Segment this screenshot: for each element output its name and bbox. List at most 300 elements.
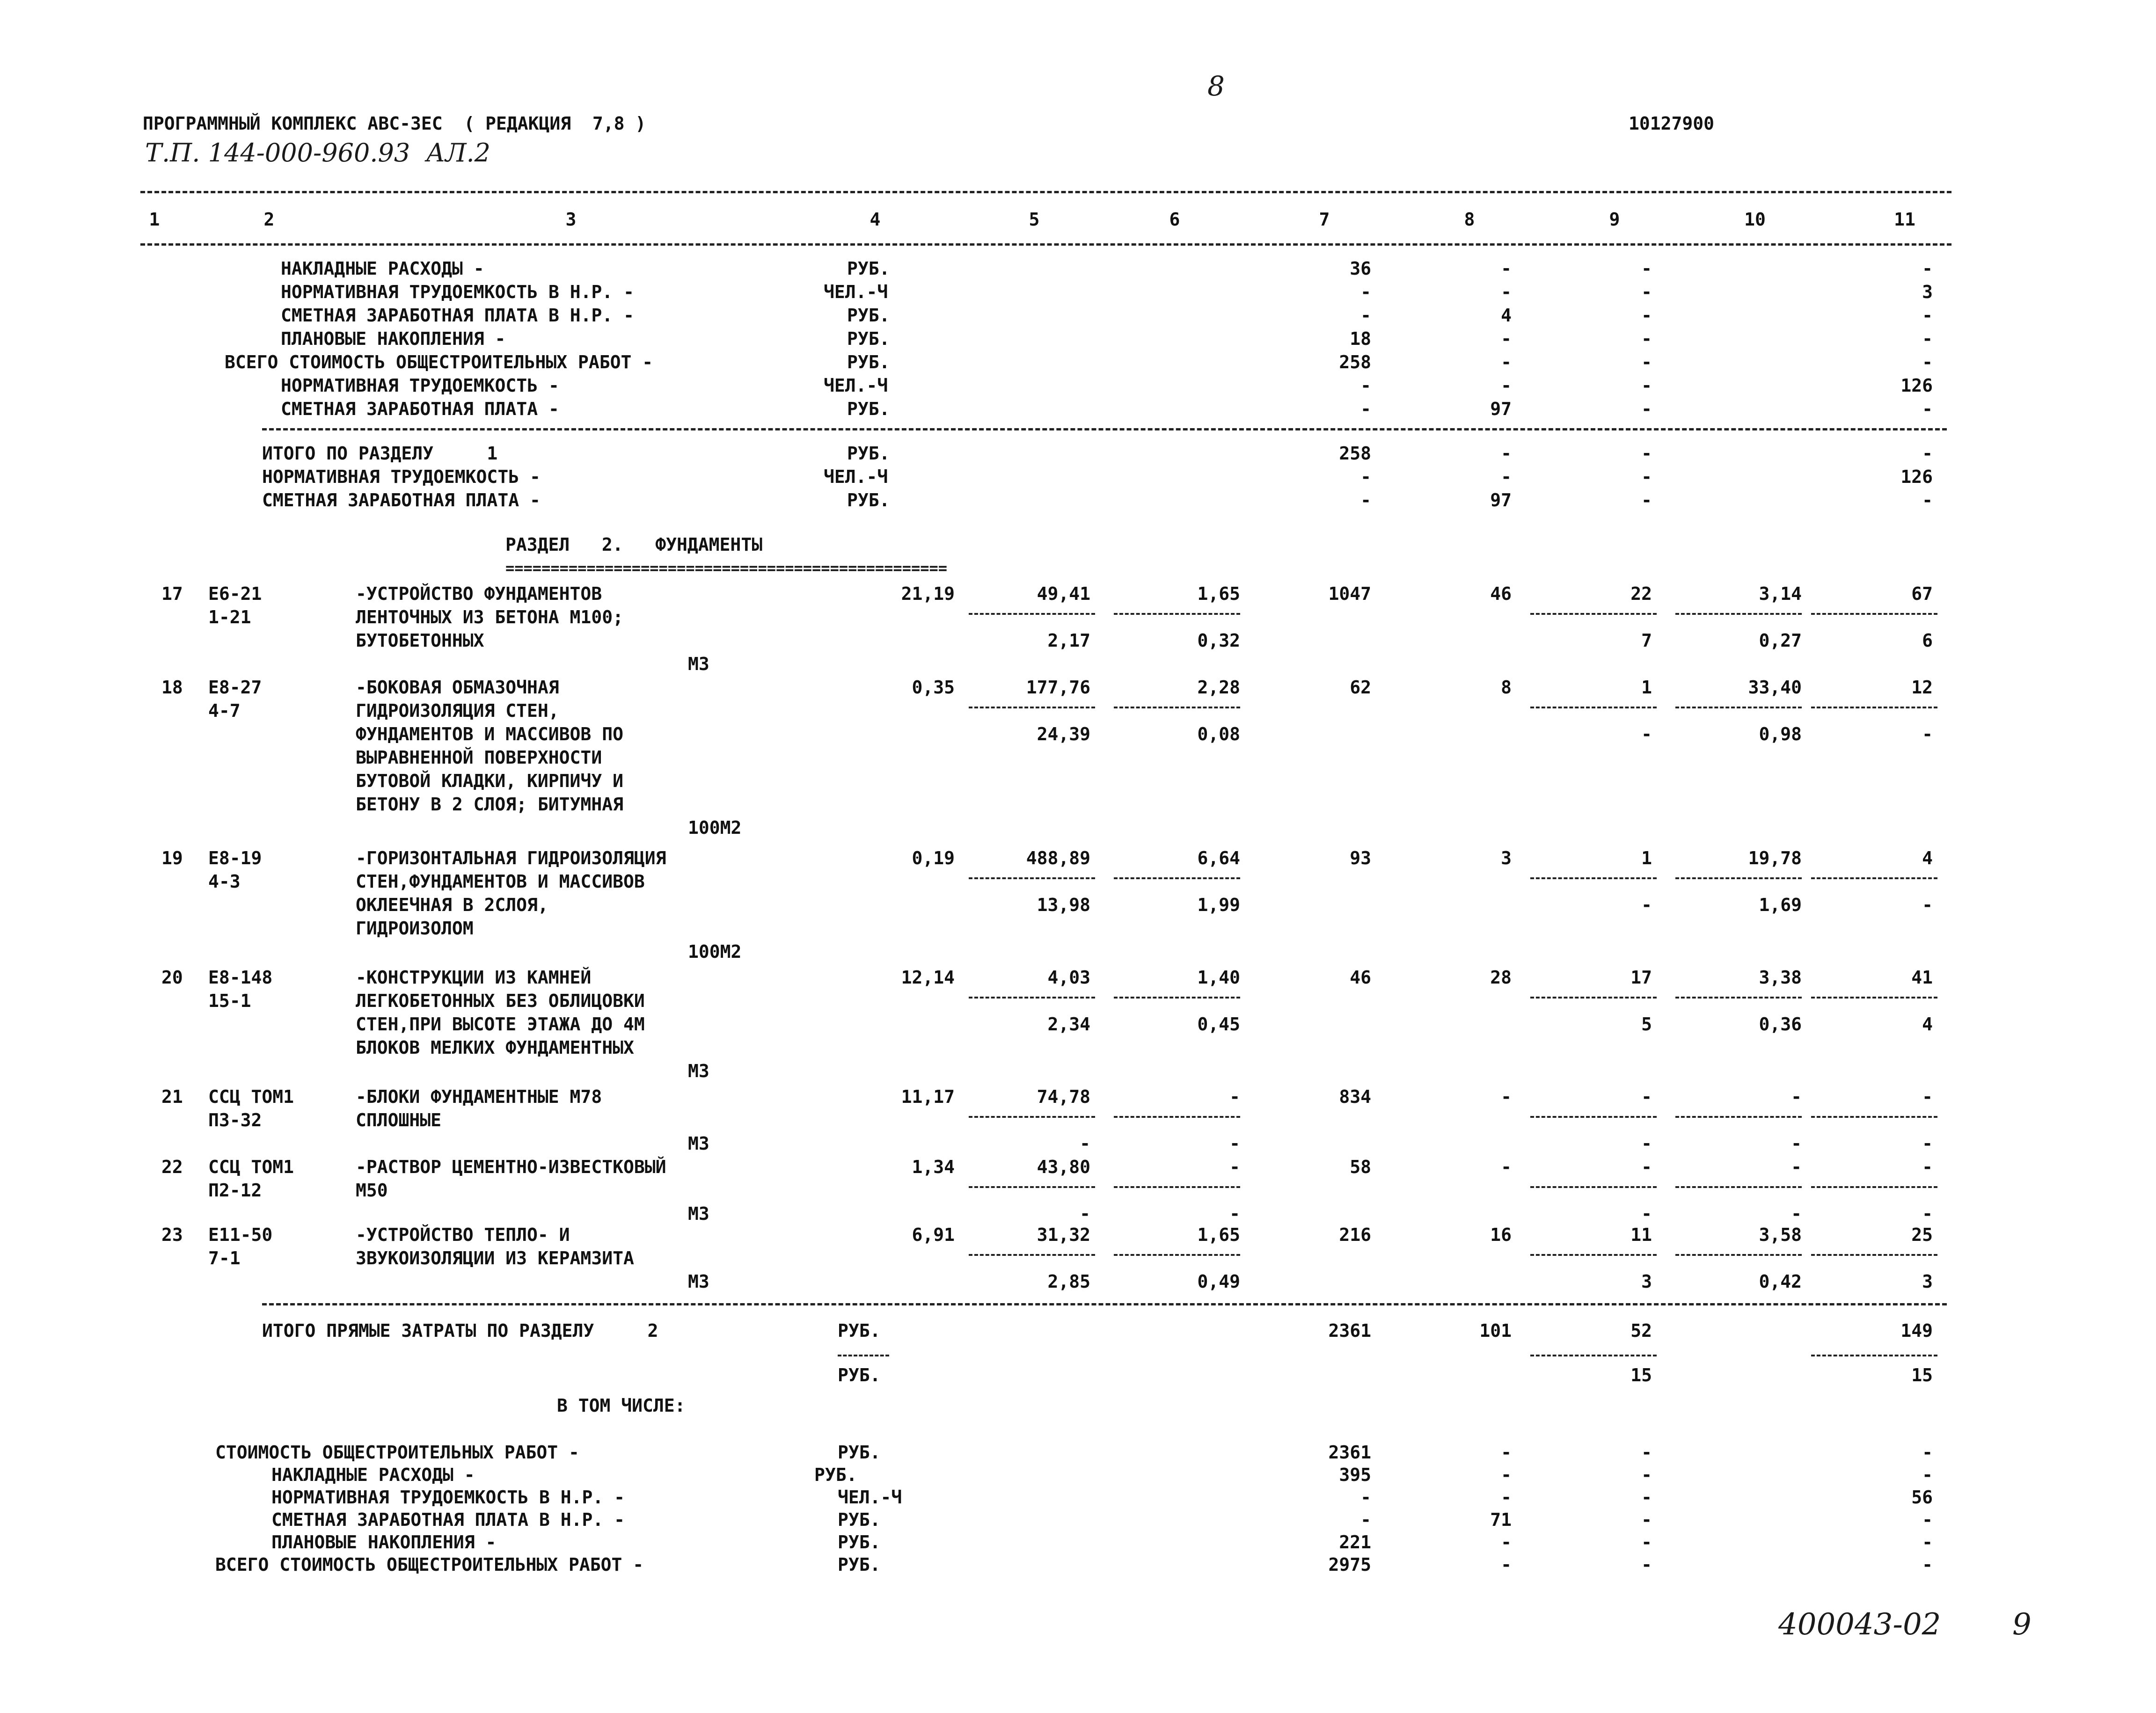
item-code-sub: П3-32 bbox=[208, 1110, 262, 1130]
row-unit: РУБ. bbox=[838, 1509, 881, 1530]
item-wage-rule bbox=[1530, 613, 1657, 615]
row-label: НАКЛАДНЫЕ РАСХОДЫ - bbox=[281, 258, 484, 279]
item-wage-rule bbox=[1530, 1186, 1657, 1188]
row-cost: 36 bbox=[1350, 258, 1371, 279]
row-wage: - bbox=[1641, 352, 1652, 372]
item-description-line: СТЕН,ФУНДАМЕНТОВ И МАССИВОВ bbox=[356, 871, 645, 892]
row-labor: - bbox=[1501, 443, 1512, 464]
item-hours-machines: - bbox=[1922, 724, 1933, 744]
item-wage-rule bbox=[1530, 707, 1657, 708]
row-unit: РУБ. bbox=[847, 490, 890, 510]
row-cost: 18 bbox=[1350, 328, 1371, 349]
direct-costs-unit: РУБ. bbox=[838, 1320, 881, 1341]
item-unit-price: 74,78 bbox=[1037, 1086, 1090, 1107]
column-number-5: 5 bbox=[1029, 209, 1040, 230]
item-machines: 1,40 bbox=[1197, 967, 1240, 988]
item-number: 20 bbox=[161, 967, 183, 988]
row-wage: - bbox=[1641, 375, 1652, 396]
row-cost: 395 bbox=[1339, 1465, 1371, 1485]
item-machines-rule bbox=[1114, 877, 1240, 879]
item-description-line: ЛЕГКОБЕТОННЫХ БЕЗ ОБЛИЦОВКИ bbox=[356, 991, 645, 1011]
row-cost: 2975 bbox=[1328, 1554, 1371, 1575]
direct-costs-unit-2: РУБ. bbox=[838, 1365, 881, 1385]
item-unit-price-wage: 24,39 bbox=[1037, 724, 1090, 744]
item-quantity: 1,34 bbox=[912, 1157, 955, 1177]
row-labor: - bbox=[1501, 1442, 1512, 1463]
item-total: 58 bbox=[1350, 1157, 1371, 1177]
item-unit: М3 bbox=[688, 1061, 709, 1081]
row-wage: - bbox=[1641, 1442, 1652, 1463]
item-hours-rule bbox=[1811, 877, 1937, 879]
row-label: НОРМАТИВНАЯ ТРУДОЕМКОСТЬ - bbox=[281, 375, 559, 396]
item-total: 62 bbox=[1350, 677, 1371, 698]
row-hours: - bbox=[1922, 1532, 1933, 1553]
item-code: Е8-148 bbox=[208, 967, 273, 988]
item-wage-machines: 3 bbox=[1641, 1271, 1652, 1292]
item-labor: - bbox=[1501, 1157, 1512, 1177]
row-wage: - bbox=[1641, 1509, 1652, 1530]
row-wage: - bbox=[1641, 258, 1652, 279]
item-labor: 28 bbox=[1490, 967, 1512, 988]
row-labor: 71 bbox=[1490, 1509, 1512, 1530]
document-reference: Т.П. 144-000-960.93 АЛ.2 bbox=[145, 138, 490, 168]
direct-costs-labor: 101 bbox=[1479, 1320, 1512, 1341]
item-unit-price: 488,89 bbox=[1026, 848, 1090, 868]
item-unit-price: 43,80 bbox=[1037, 1157, 1090, 1177]
item-code: Е8-19 bbox=[208, 848, 262, 868]
item-description-line: М50 bbox=[356, 1180, 388, 1201]
item-number: 23 bbox=[161, 1225, 183, 1245]
item-price-rule bbox=[969, 613, 1095, 615]
items-end-rule bbox=[262, 1303, 1947, 1305]
item-hours-rule bbox=[1811, 613, 1937, 615]
row-cost: - bbox=[1360, 375, 1371, 396]
item-description-line: -РАСТВОР ЦЕМЕНТНО-ИЗВЕСТКОВЫЙ bbox=[356, 1157, 666, 1177]
item-hours-machines: - bbox=[1922, 1133, 1933, 1154]
row-hours: - bbox=[1922, 305, 1933, 326]
row-hours: - bbox=[1922, 490, 1933, 510]
item-machines-wage: - bbox=[1229, 1203, 1240, 1224]
item-machines-rule bbox=[1114, 997, 1240, 999]
item-norm-hours-machines: - bbox=[1791, 1203, 1802, 1224]
row-wage: - bbox=[1641, 443, 1652, 464]
item-description-line: -БОКОВАЯ ОБМАЗОЧНАЯ bbox=[356, 677, 559, 698]
header-rule-bottom bbox=[140, 243, 1951, 246]
footer-document-code: 400043-02 bbox=[1778, 1607, 1941, 1642]
row-hours: - bbox=[1922, 1554, 1933, 1575]
item-unit-price: 31,32 bbox=[1037, 1225, 1090, 1245]
item-price-rule bbox=[969, 1254, 1095, 1256]
item-unit-price-wage: 2,17 bbox=[1047, 630, 1090, 651]
row-wage: - bbox=[1641, 1532, 1652, 1553]
item-machines-rule bbox=[1114, 613, 1240, 615]
row-hours: - bbox=[1922, 399, 1933, 419]
item-labor: 3 bbox=[1501, 848, 1512, 868]
item-hours-total: 12 bbox=[1911, 677, 1933, 698]
row-unit: РУБ. bbox=[847, 443, 890, 464]
row-hours: - bbox=[1922, 443, 1933, 464]
item-norm-hours: 33,40 bbox=[1748, 677, 1802, 698]
item-code-sub: П2-12 bbox=[208, 1180, 262, 1201]
item-norm-hours-machines: 0,36 bbox=[1759, 1014, 1802, 1035]
row-labor: - bbox=[1501, 258, 1512, 279]
item-price-rule bbox=[969, 877, 1095, 879]
column-number-6: 6 bbox=[1169, 209, 1180, 230]
item-wage: 1 bbox=[1641, 677, 1652, 698]
row-hours: - bbox=[1922, 328, 1933, 349]
item-norm-hours-machines: - bbox=[1791, 1133, 1802, 1154]
including-label: В ТОМ ЧИСЛЕ: bbox=[557, 1395, 686, 1416]
row-labor: - bbox=[1501, 328, 1512, 349]
row-label: ПЛАНОВЫЕ НАКОПЛЕНИЯ - bbox=[281, 328, 506, 349]
direct-costs-label: ИТОГО ПРЯМЫЕ ЗАТРАТЫ ПО РАЗДЕЛУ 2 bbox=[262, 1320, 658, 1341]
item-unit-price: 49,41 bbox=[1037, 583, 1090, 604]
item-code-sub: 4-3 bbox=[208, 871, 241, 892]
row-wage: - bbox=[1641, 1554, 1652, 1575]
section-2-title: РАЗДЕЛ 2. ФУНДАМЕНТЫ bbox=[505, 534, 763, 555]
item-machines-wage: 0,32 bbox=[1197, 630, 1240, 651]
row-unit: ЧЕЛ.-Ч bbox=[824, 282, 888, 302]
row-wage: - bbox=[1641, 490, 1652, 510]
row-unit: РУБ. bbox=[814, 1465, 857, 1485]
row-hours: 3 bbox=[1922, 282, 1933, 302]
item-hours-rule bbox=[1811, 707, 1937, 708]
item-description-line: ВЫРАВНЕННОЙ ПОВЕРХНОСТИ bbox=[356, 747, 602, 768]
item-wage-machines: - bbox=[1641, 724, 1652, 744]
row-label: ВСЕГО СТОИМОСТЬ ОБЩЕСТРОИТЕЛЬНЫХ РАБОТ - bbox=[215, 1554, 644, 1575]
row-wage: - bbox=[1641, 328, 1652, 349]
item-code-sub: 7-1 bbox=[208, 1248, 241, 1268]
item-code: Е11-50 bbox=[208, 1225, 273, 1245]
item-hours-machines: - bbox=[1922, 1203, 1933, 1224]
item-description-line: -УСТРОЙСТВО ФУНДАМЕНТОВ bbox=[356, 583, 602, 604]
item-description-line: ЗВУКОИЗОЛЯЦИИ ИЗ КЕРАМЗИТА bbox=[356, 1248, 634, 1268]
row-cost: - bbox=[1360, 1487, 1371, 1508]
item-description-line: ОКЛЕЕЧНАЯ В 2СЛОЯ, bbox=[356, 895, 548, 915]
item-wage: 17 bbox=[1630, 967, 1652, 988]
item-wage-machines: - bbox=[1641, 1203, 1652, 1224]
item-hours-rule bbox=[1811, 997, 1937, 999]
item-wage-machines: 5 bbox=[1641, 1014, 1652, 1035]
row-wage: - bbox=[1641, 1465, 1652, 1485]
row-labor: - bbox=[1501, 352, 1512, 372]
direct-costs-hours: 149 bbox=[1900, 1320, 1933, 1341]
item-number: 17 bbox=[161, 583, 183, 604]
row-wage: - bbox=[1641, 305, 1652, 326]
item-unit-price: 4,03 bbox=[1047, 967, 1090, 988]
row-unit: РУБ. bbox=[847, 399, 890, 419]
item-description-line: -КОНСТРУКЦИИ ИЗ КАМНЕЙ bbox=[356, 967, 592, 988]
item-machines: - bbox=[1229, 1086, 1240, 1107]
row-label: СМЕТНАЯ ЗАРАБОТНАЯ ПЛАТА В Н.Р. - bbox=[271, 1509, 625, 1530]
item-norm-hours: 3,38 bbox=[1759, 967, 1802, 988]
row-label: ВСЕГО СТОИМОСТЬ ОБЩЕСТРОИТЕЛЬНЫХ РАБОТ - bbox=[225, 352, 653, 372]
item-number: 22 bbox=[161, 1157, 183, 1177]
column-number-10: 10 bbox=[1744, 209, 1766, 230]
row-label: НОРМАТИВНАЯ ТРУДОЕМКОСТЬ В Н.Р. - bbox=[271, 1487, 625, 1508]
item-wage-machines: - bbox=[1641, 895, 1652, 915]
item-hours-rule bbox=[1811, 1186, 1937, 1188]
item-wage-rule bbox=[1530, 877, 1657, 879]
item-description-line: ГИДРОИЗОЛОМ bbox=[356, 918, 474, 939]
item-machines-wage: 0,45 bbox=[1197, 1014, 1240, 1035]
row-cost: - bbox=[1360, 1509, 1371, 1530]
item-machines-wage: - bbox=[1229, 1133, 1240, 1154]
item-unit: М3 bbox=[688, 654, 709, 674]
document-code: 10127900 bbox=[1629, 113, 1715, 134]
item-norm-hours-machines: 0,98 bbox=[1759, 724, 1802, 744]
item-code-sub: 1-21 bbox=[208, 607, 251, 627]
item-total: 46 bbox=[1350, 967, 1371, 988]
row-unit: ЧЕЛ.-Ч bbox=[824, 375, 888, 396]
item-hours-total: 67 bbox=[1911, 583, 1933, 604]
direct-costs-total: 2361 bbox=[1328, 1320, 1371, 1341]
item-hours-total: - bbox=[1922, 1157, 1933, 1177]
item-wage-machines: - bbox=[1641, 1133, 1652, 1154]
row-label: СМЕТНАЯ ЗАРАБОТНАЯ ПЛАТА В Н.Р. - bbox=[281, 305, 634, 326]
item-machines-rule bbox=[1114, 1254, 1240, 1256]
item-code-sub: 4-7 bbox=[208, 700, 241, 721]
item-description-line: СТЕН,ПРИ ВЫСОТЕ ЭТАЖА ДО 4М bbox=[356, 1014, 645, 1035]
column-number-1: 1 bbox=[149, 209, 160, 230]
row-label: ИТОГО ПО РАЗДЕЛУ 1 bbox=[262, 443, 498, 464]
item-machines-rule bbox=[1114, 1116, 1240, 1118]
item-norm-hours: - bbox=[1791, 1157, 1802, 1177]
item-description-line: ГИДРОИЗОЛЯЦИЯ СТЕН, bbox=[356, 700, 559, 721]
row-labor: - bbox=[1501, 1554, 1512, 1575]
item-unit: 100М2 bbox=[688, 941, 742, 962]
row-labor: 4 bbox=[1501, 305, 1512, 326]
item-description-line: БУТОВОЙ КЛАДКИ, КИРПИЧУ И bbox=[356, 771, 623, 791]
item-hours-machines: - bbox=[1922, 895, 1933, 915]
row-cost: - bbox=[1360, 399, 1371, 419]
item-machines-rule bbox=[1114, 707, 1240, 708]
row-cost: 258 bbox=[1339, 352, 1371, 372]
item-description-line: -БЛОКИ ФУНДАМЕНТНЫЕ М78 bbox=[356, 1086, 602, 1107]
page-number-top: 8 bbox=[1207, 70, 1225, 102]
item-hours-rule bbox=[1811, 1254, 1937, 1256]
item-description-line: БУТОБЕТОННЫХ bbox=[356, 630, 484, 651]
row-labor: 97 bbox=[1490, 490, 1512, 510]
item-wage-machines: 7 bbox=[1641, 630, 1652, 651]
row-unit: РУБ. bbox=[847, 352, 890, 372]
item-code-sub: 15-1 bbox=[208, 991, 251, 1011]
row-wage: - bbox=[1641, 399, 1652, 419]
direct-costs-wage-rule bbox=[1530, 1355, 1657, 1356]
row-cost: 258 bbox=[1339, 443, 1371, 464]
row-cost: - bbox=[1360, 282, 1371, 302]
row-hours: 56 bbox=[1911, 1487, 1933, 1508]
item-wage-rule bbox=[1530, 997, 1657, 999]
item-unit: М3 bbox=[688, 1133, 709, 1154]
row-unit: ЧЕЛ.-Ч bbox=[838, 1487, 902, 1508]
item-total: 1047 bbox=[1328, 583, 1371, 604]
row-label: ПЛАНОВЫЕ НАКОПЛЕНИЯ - bbox=[271, 1532, 497, 1553]
item-description-line: ФУНДАМЕНТОВ И МАССИВОВ ПО bbox=[356, 724, 623, 744]
row-cost: - bbox=[1360, 305, 1371, 326]
footer-page-number: 9 bbox=[2012, 1607, 2032, 1642]
item-hours-total: 4 bbox=[1922, 848, 1933, 868]
row-unit: ЧЕЛ.-Ч bbox=[824, 467, 888, 487]
item-unit-price-wage: - bbox=[1080, 1203, 1090, 1224]
row-labor: - bbox=[1501, 282, 1512, 302]
row-unit: РУБ. bbox=[838, 1442, 881, 1463]
row-cost: 2361 bbox=[1328, 1442, 1371, 1463]
row-label: СМЕТНАЯ ЗАРАБОТНАЯ ПЛАТА - bbox=[262, 490, 541, 510]
item-hours-machines: 3 bbox=[1922, 1271, 1933, 1292]
item-machines: 1,65 bbox=[1197, 1225, 1240, 1245]
item-total: 93 bbox=[1350, 848, 1371, 868]
item-total: 834 bbox=[1339, 1086, 1371, 1107]
item-price-rule bbox=[969, 707, 1095, 708]
item-machines: 2,28 bbox=[1197, 677, 1240, 698]
row-label: СТОИМОСТЬ ОБЩЕСТРОИТЕЛЬНЫХ РАБОТ - bbox=[215, 1442, 579, 1463]
item-labor: 8 bbox=[1501, 677, 1512, 698]
item-norm-hours-rule bbox=[1675, 1116, 1802, 1118]
item-code: Е6-21 bbox=[208, 583, 262, 604]
column-number-8: 8 bbox=[1464, 209, 1475, 230]
item-code: Е8-27 bbox=[208, 677, 262, 698]
item-unit: М3 bbox=[688, 1203, 709, 1224]
row-labor: - bbox=[1501, 467, 1512, 487]
item-price-rule bbox=[969, 1116, 1095, 1118]
item-number: 19 bbox=[161, 848, 183, 868]
block1-rule bbox=[262, 428, 1947, 430]
column-number-4: 4 bbox=[870, 209, 881, 230]
direct-costs-wage: 52 bbox=[1630, 1320, 1652, 1341]
direct-costs-unit-rule bbox=[838, 1355, 889, 1356]
row-wage: - bbox=[1641, 282, 1652, 302]
item-wage-rule bbox=[1530, 1116, 1657, 1118]
item-hours-machines: 6 bbox=[1922, 630, 1933, 651]
item-quantity: 11,17 bbox=[901, 1086, 955, 1107]
item-unit-price-wage: 2,85 bbox=[1047, 1271, 1090, 1292]
section-2-underline: ================================================= bbox=[505, 559, 948, 577]
item-hours-total: - bbox=[1922, 1086, 1933, 1107]
item-norm-hours-rule bbox=[1675, 707, 1802, 708]
item-number: 21 bbox=[161, 1086, 183, 1107]
row-hours: - bbox=[1922, 352, 1933, 372]
header-rule-top bbox=[140, 191, 1951, 193]
row-labor: - bbox=[1501, 375, 1512, 396]
direct-costs-hours-machines: 15 bbox=[1911, 1365, 1933, 1385]
item-unit-price-wage: 2,34 bbox=[1047, 1014, 1090, 1035]
column-number-9: 9 bbox=[1609, 209, 1620, 230]
item-labor: 16 bbox=[1490, 1225, 1512, 1245]
item-norm-hours-rule bbox=[1675, 613, 1802, 615]
item-quantity: 12,14 bbox=[901, 967, 955, 988]
item-machines-wage: 0,08 bbox=[1197, 724, 1240, 744]
item-labor: 46 bbox=[1490, 583, 1512, 604]
item-norm-hours: 19,78 bbox=[1748, 848, 1802, 868]
row-label: СМЕТНАЯ ЗАРАБОТНАЯ ПЛАТА - bbox=[281, 399, 559, 419]
item-norm-hours: - bbox=[1791, 1086, 1802, 1107]
row-cost: - bbox=[1360, 467, 1371, 487]
row-wage: - bbox=[1641, 467, 1652, 487]
item-norm-hours: 3,58 bbox=[1759, 1225, 1802, 1245]
item-number: 18 bbox=[161, 677, 183, 698]
row-unit: РУБ. bbox=[838, 1554, 881, 1575]
row-cost: - bbox=[1360, 490, 1371, 510]
column-number-2: 2 bbox=[263, 209, 275, 230]
item-total: 216 bbox=[1339, 1225, 1371, 1245]
item-wage: 22 bbox=[1630, 583, 1652, 604]
item-unit: 100М2 bbox=[688, 817, 742, 838]
item-description-line: БЛОКОВ МЕЛКИХ ФУНДАМЕНТНЫХ bbox=[356, 1037, 634, 1058]
item-norm-hours-machines: 1,69 bbox=[1759, 895, 1802, 915]
item-machines: 1,65 bbox=[1197, 583, 1240, 604]
item-wage: - bbox=[1641, 1086, 1652, 1107]
row-unit: РУБ. bbox=[847, 305, 890, 326]
item-hours-machines: 4 bbox=[1922, 1014, 1933, 1035]
item-machines: 6,64 bbox=[1197, 848, 1240, 868]
item-norm-hours-rule bbox=[1675, 997, 1802, 999]
item-wage-rule bbox=[1530, 1254, 1657, 1256]
item-norm-hours-machines: 0,42 bbox=[1759, 1271, 1802, 1292]
item-labor: - bbox=[1501, 1086, 1512, 1107]
row-unit: РУБ. bbox=[847, 258, 890, 279]
row-label: НАКЛАДНЫЕ РАСХОДЫ - bbox=[271, 1465, 475, 1485]
item-norm-hours: 3,14 bbox=[1759, 583, 1802, 604]
item-description-line: СПЛОШНЫЕ bbox=[356, 1110, 442, 1130]
item-machines: - bbox=[1229, 1157, 1240, 1177]
row-label: НОРМАТИВНАЯ ТРУДОЕМКОСТЬ В Н.Р. - bbox=[281, 282, 634, 302]
item-description-line: -УСТРОЙСТВО ТЕПЛО- И bbox=[356, 1225, 570, 1245]
item-description-line: -ГОРИЗОНТАЛЬНАЯ ГИДРОИЗОЛЯЦИЯ bbox=[356, 848, 666, 868]
item-unit-price-wage: - bbox=[1080, 1133, 1090, 1154]
column-number-3: 3 bbox=[565, 209, 577, 230]
item-description-line: БЕТОНУ В 2 СЛОЯ; БИТУМНАЯ bbox=[356, 794, 623, 815]
item-quantity: 21,19 bbox=[901, 583, 955, 604]
item-hours-total: 41 bbox=[1911, 967, 1933, 988]
direct-costs-wage-machines: 15 bbox=[1630, 1365, 1652, 1385]
row-hours: 126 bbox=[1900, 467, 1933, 487]
item-norm-hours-rule bbox=[1675, 877, 1802, 879]
item-norm-hours-machines: 0,27 bbox=[1759, 630, 1802, 651]
direct-costs-hours-rule bbox=[1811, 1355, 1937, 1356]
item-machines-wage: 0,49 bbox=[1197, 1271, 1240, 1292]
item-wage: 11 bbox=[1630, 1225, 1652, 1245]
row-labor: - bbox=[1501, 1532, 1512, 1553]
row-unit: РУБ. bbox=[838, 1532, 881, 1553]
row-hours: - bbox=[1922, 1509, 1933, 1530]
row-hours: 126 bbox=[1900, 375, 1933, 396]
row-hours: - bbox=[1922, 1442, 1933, 1463]
item-norm-hours-rule bbox=[1675, 1186, 1802, 1188]
item-hours-rule bbox=[1811, 1116, 1937, 1118]
item-machines-rule bbox=[1114, 1186, 1240, 1188]
column-number-11: 11 bbox=[1894, 209, 1915, 230]
row-hours: - bbox=[1922, 1465, 1933, 1485]
row-wage: - bbox=[1641, 1487, 1652, 1508]
row-label: НОРМАТИВНАЯ ТРУДОЕМКОСТЬ - bbox=[262, 467, 541, 487]
item-machines-wage: 1,99 bbox=[1197, 895, 1240, 915]
item-quantity: 0,35 bbox=[912, 677, 955, 698]
item-unit-price: 177,76 bbox=[1026, 677, 1090, 698]
item-price-rule bbox=[969, 997, 1095, 999]
column-number-7: 7 bbox=[1319, 209, 1330, 230]
item-norm-hours-rule bbox=[1675, 1254, 1802, 1256]
program-title: ПРОГРАММНЫЙ КОМПЛЕКС АВС-ЗЕС ( РЕДАКЦИЯ 7,8 ) bbox=[143, 113, 646, 134]
item-unit-price-wage: 13,98 bbox=[1037, 895, 1090, 915]
item-quantity: 6,91 bbox=[912, 1225, 955, 1245]
item-quantity: 0,19 bbox=[912, 848, 955, 868]
item-code: ССЦ ТОМ1 bbox=[208, 1086, 294, 1107]
row-labor: - bbox=[1501, 1487, 1512, 1508]
item-wage: - bbox=[1641, 1157, 1652, 1177]
row-labor: - bbox=[1501, 1465, 1512, 1485]
row-unit: РУБ. bbox=[847, 328, 890, 349]
